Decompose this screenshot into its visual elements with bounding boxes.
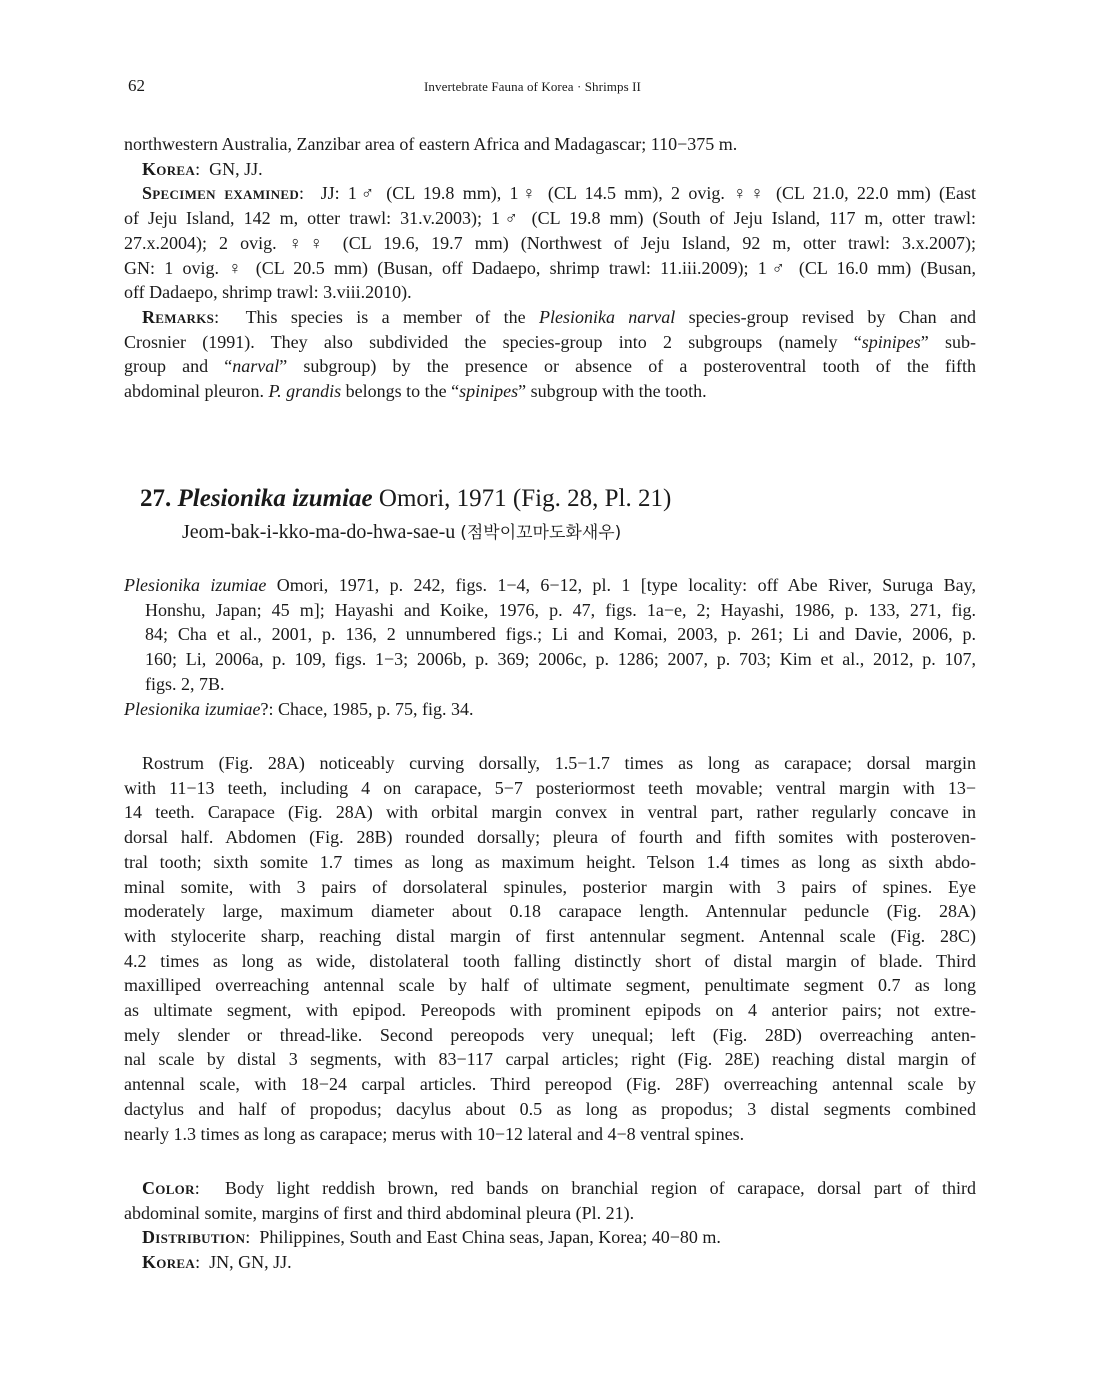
specimen-line: off Dadaepo, shrimp trawl: 3.viii.2010).: [124, 282, 412, 303]
korea-label: Korea: [142, 1252, 196, 1273]
remarks: Remarks: This species is a member of the Plesionika narval species-group revised by Chan and Crosnier (1991). They also subdivided the species-group into 2 subgroups (namely “spinipes” sub- group and “narval” subgroup) by the presence or absence of a posteroventral tooth of the fifth abdominal pleuron. P. grandis belongs to the “spinipes” subgroup with the tooth.: [124, 306, 977, 402]
distribution-label: Distribution: [142, 1227, 246, 1248]
color-label: Color: [142, 1178, 195, 1198]
synonymy: [124, 573, 976, 721]
korean-hangul: (점박이꼬마도화새우): [460, 523, 622, 543]
previous-species-section: [124, 132, 976, 404]
synonym-entry: Plesionika izumiae Omori, 1971, p. 242, figs. 1−4, 6−12, pl. 1 [type locality: off Abe River, Suruga Bay, Honshu, Japan; 45 m]; Hayashi and Koike, 1976, p. 47, figs. 1a−e, 2; Hayashi, 1986, p. 133, 271, fig. 84; Cha et al., 2001, p. 136, 2 unnumbered figs.; Li and Komai, 2003, p. 261; Li and Davie, 2006, p. 160; Li, 2006a, p. 109, figs. 1−3; 2006b, p. 369; 2006c, p. 1286; 2007, p. 703; Kim et al., 2012, p. 107, figs. 2, 7B.: [124, 575, 976, 694]
description: Rostrum (Fig. 28A) noticeably curving dorsally, 1.5−1.7 times as long as carapace; dorsal margin with 11−13 teeth, including 4 on carapace, 5−7 posteriormost teeth movable; ventral margin with 13− 14 teeth. Carapace (Fig. 28A) with orbital margin convex in ventral part, rather regularly concave in dorsal half. Abdomen (Fig. 28B) rounded dorsally; pleura of fourth and fifth somites with posteroven- tral tooth; sixth somite 1.7 times as long as maximum height. Telson 1.4 times as long as sixth abdo- minal somite, with 3 pairs of dorsolateral spinules, posterior margin with 3 pairs of spines. Eye moderately large, maximum diameter about 0.18 carapace length. Antennular peduncle (Fig. 28A) with stylocerite sharp, reaching distal margin of first antennular segment. Antennal scale (Fig. 28C) 4.2 times as long as wide, distolateral tooth falling distinctly short of distal margin of blade. Third maxilliped overreaching antennal scale by half of ultimate segment, penultimate segment 0.7 as long as ultimate segment, with epipod. Pereopods with prominent epipods on 4 anterior pairs; not extre- mely slender or thread-like. Second pereopods very unequal; left (Fig. 28D) overreaching anten- nal scale by distal 3 segments, with 83−117 carpal articles; right (Fig. 28E) reaching distal margin of antennal scale, with 18−24 carpal articles. Third pereopod (Fig. 28F) overreaching antennal scale by dactylus and half of propodus; dacylus about 0.5 as long as propodus; 3 distal segments combined nearly 1.3 times as long as carapace; merus with 10−12 lateral and 4−8 ventral spines.: [124, 753, 976, 1144]
page-number: 62: [128, 76, 145, 95]
distribution-section: Distribution: Philippines, South and East China seas, Japan, Korea; 40−80 m.: [142, 1227, 721, 1248]
korea-value: GN, JJ.: [209, 158, 263, 179]
specimen-label: Specimen examined: [142, 183, 300, 204]
specimens-examined: [124, 181, 976, 305]
specimen-line: of Jeju Island, 142 m, otter trawl: 31.v.2003); 1♂ (CL 19.8 mm) (South of Jeju Island, 117 m, otter trawl:: [124, 208, 976, 229]
specimen-line: 27.x.2004); 2 ovig. ♀♀ (CL 19.6, 19.7 mm) (Northwest of Jeju Island, 92 m, otter trawl: 3.x.2007);: [124, 232, 976, 253]
korea-section: Korea: JN, GN, JJ.: [142, 1252, 292, 1273]
korean-romanized: Jeom-bak-i-kko-ma-do-hwa-sae-u: [182, 521, 456, 543]
specimen-line: Specimen examined: JJ: 1♂ (CL 19.8 mm), 1♀ (CL 14.5 mm), 2 ovig. ♀♀ (CL 21.0, 22.0 mm) (East: [142, 183, 976, 204]
color-section: Color: Body light reddish brown, red bands on branchial region of carapace, dorsal part of third abdominal somite, margins of first and third abdominal pleura (Pl. 21).: [124, 1178, 976, 1223]
species-number: 27.: [140, 485, 172, 512]
species-heading: [140, 483, 671, 548]
species-title: [140, 483, 671, 515]
running-head: Invertebrate Fauna of Korea · Shrimps II: [424, 79, 641, 94]
remarks-label: Remarks: [142, 306, 215, 327]
synonym-entry: Plesionika izumiae?: Chace, 1985, p. 75, fig. 34.: [124, 698, 474, 719]
page-header: [124, 76, 976, 100]
distribution-tail: northwestern Australia, Zanzibar area of eastern Africa and Madagascar; 110−375 m.: [124, 134, 738, 154]
species-author: Omori, 1971 (Fig. 28, Pl. 21): [372, 485, 672, 512]
specimen-line: GN: 1 ovig. ♀ (CL 20.5 mm) (Busan, off Dadaepo, shrimp trawl: 11.iii.2009); 1♂ (CL 16.0 mm) (Busan,: [124, 257, 976, 278]
korea-record: Korea: GN, JJ.: [142, 158, 263, 179]
species-name: Plesionika izumiae: [177, 485, 373, 512]
korean-name: [182, 517, 671, 548]
color-distribution: [124, 1176, 976, 1275]
korea-label: Korea: [142, 158, 196, 179]
